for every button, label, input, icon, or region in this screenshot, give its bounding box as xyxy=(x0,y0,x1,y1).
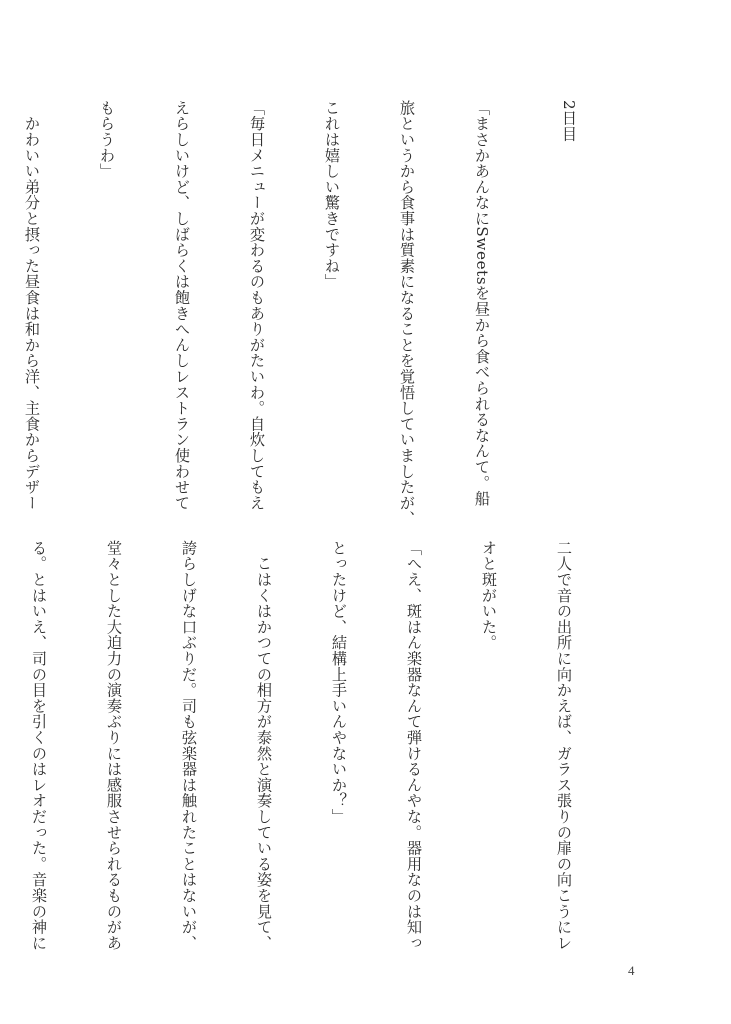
text-line: 誇らしげな口ぶりだ。司も弦楽器は触れたことはないが、 xyxy=(180,540,198,951)
chapter-heading: 2日目 xyxy=(560,100,578,142)
text-line: 「毎日メニューが変わるのもありがたいわ。自炊してもえ xyxy=(248,100,266,511)
text-line: とったけど、結構上手いんやないか？」 xyxy=(330,540,348,825)
text-line: かわいい弟分と摂った昼食は和から洋、主食からデザー xyxy=(23,100,41,511)
text-line: これは嬉しい驚きですね」 xyxy=(323,100,341,290)
text-block-top xyxy=(0,100,631,527)
text-line: 「まさかあんなにSweetsを昼から食べられるなんて。船 xyxy=(473,100,491,507)
text-line: オと斑がいた。 xyxy=(480,540,498,651)
text-line: えらしいけど、しばらくは飽きへんしレストラン使わせて xyxy=(173,100,191,511)
text-line: る。とはいえ、司の目を引くのはレオだった。音楽の神に xyxy=(30,540,48,951)
text-line: 旅というから食事は質素になることを覚悟していましたが、 xyxy=(398,100,416,527)
text-line: 堂々とした大迫力の演奏ぶりには感服させられるものがあ xyxy=(105,540,123,951)
text-line: 「へえ、斑はん楽器なんて弾けるんやな。器用なのは知っ xyxy=(405,540,423,951)
text-line: こはくはかつての相方が泰然と演奏している姿を見て、 xyxy=(255,540,273,951)
text-line: 二人で音の出所に向かえば、ガラス張りの扉の向こうにレ xyxy=(555,540,573,951)
text-block-bottom xyxy=(0,540,626,960)
text-line: もらうわ」 xyxy=(98,100,116,179)
page-number: 4 xyxy=(628,963,635,978)
